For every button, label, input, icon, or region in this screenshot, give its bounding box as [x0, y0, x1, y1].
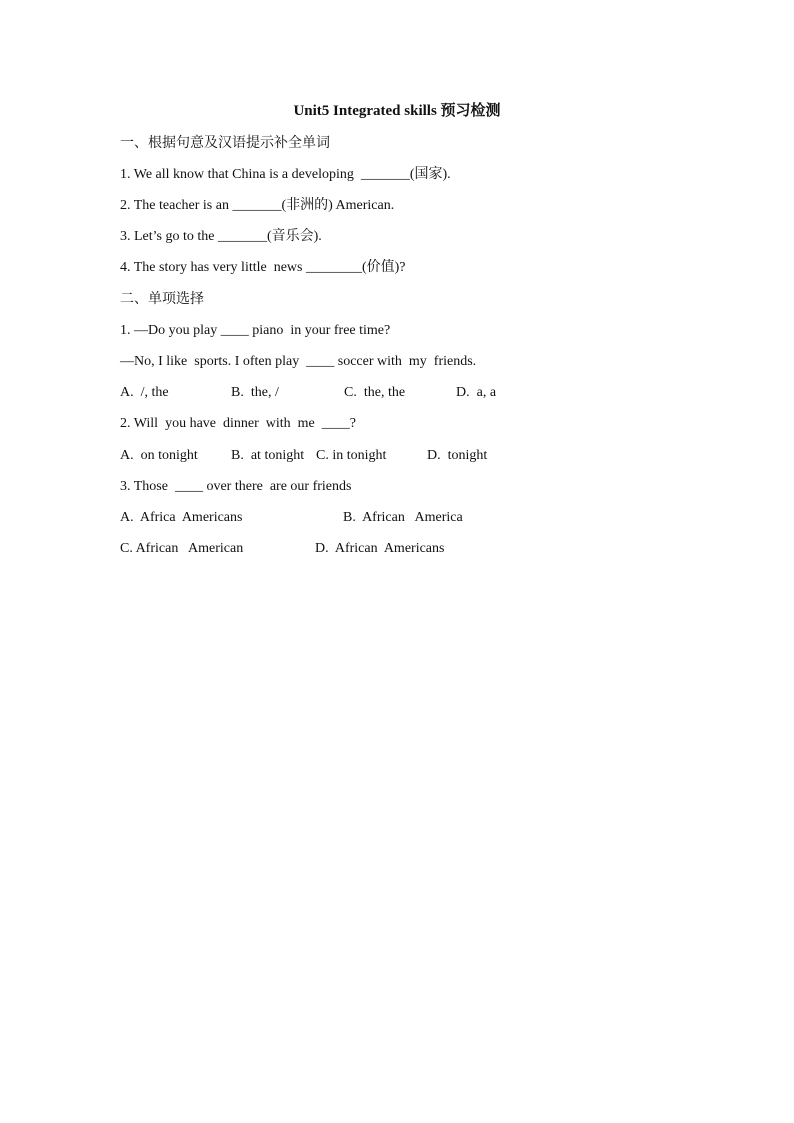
q2-option-d: D. tonight: [427, 448, 488, 463]
section-heading-multiple-choice: 二、单项选择: [120, 291, 204, 307]
q3-option-d: D. African Americans: [315, 541, 445, 556]
q2-option-a: A. on tonight: [120, 448, 198, 463]
q2-option-c: C. in tonight: [316, 448, 387, 463]
choice-question-1-line-2: —No, I like sports. I often play ____ soccer with my friends.: [120, 354, 477, 369]
fill-in-question-4: 4. The story has very little news ________(价值)?: [120, 260, 406, 275]
choice-question-1-line-1: 1. —Do you play ____ piano in your free time?: [120, 323, 391, 338]
q3-option-b: B. African America: [343, 510, 463, 525]
choice-question-2-line-1: 2. Will you have dinner with me ____?: [120, 416, 356, 431]
q1-option-a: A. /, the: [120, 385, 169, 400]
choice-question-3-line-1: 3. Those ____ over there are our friends: [120, 479, 352, 494]
q2-option-b: B. at tonight: [231, 448, 305, 463]
q1-option-b: B. the, /: [231, 385, 279, 400]
fill-in-question-1: 1. We all know that China is a developing _______(国家).: [120, 167, 451, 182]
page-title: Unit5 Integrated skills 预习检测: [293, 103, 501, 119]
q3-option-c: C. African American: [120, 541, 244, 556]
section-heading-fill-in: 一、根据句意及汉语提示补全单词: [120, 135, 330, 151]
fill-in-question-3: 3. Let’s go to the _______(音乐会).: [120, 229, 322, 244]
q3-option-a: A. Africa Americans: [120, 510, 243, 525]
q1-option-d: D. a, a: [456, 385, 497, 400]
fill-in-question-2: 2. The teacher is an _______(非洲的) American.: [120, 198, 395, 213]
q1-option-c: C. the, the: [344, 385, 406, 400]
